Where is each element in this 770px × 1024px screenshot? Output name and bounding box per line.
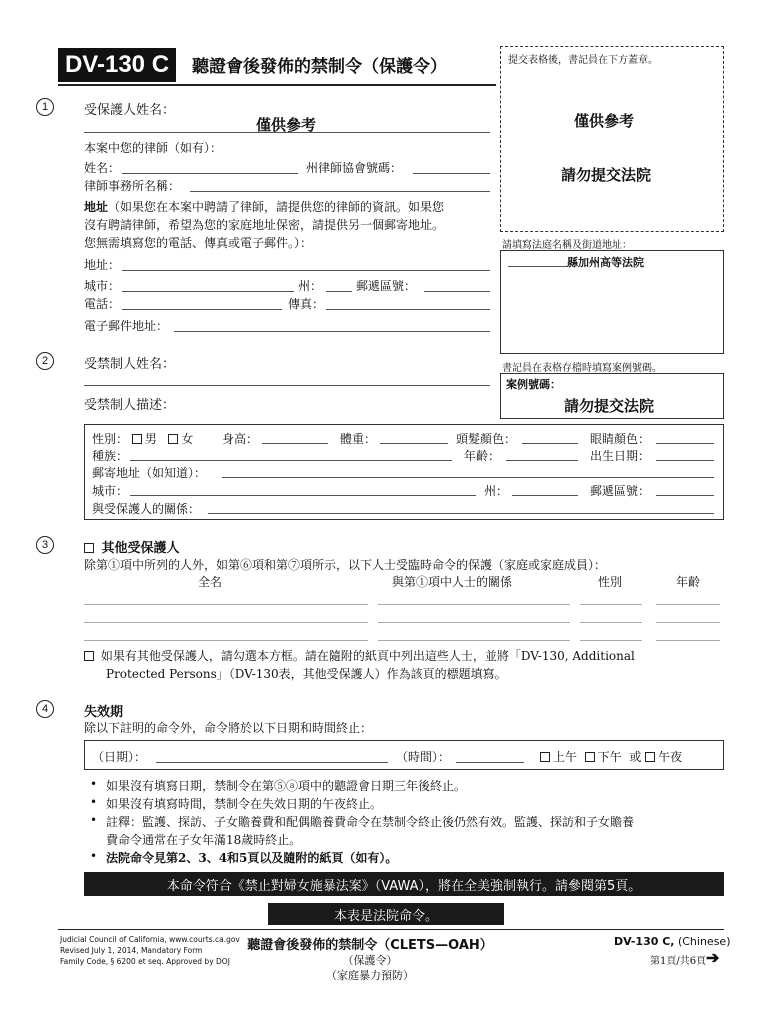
bullet-icon: • xyxy=(90,813,98,827)
address-bold-label: 地址 xyxy=(84,200,109,214)
person-row-1-sex[interactable] xyxy=(580,604,642,605)
additional-persons-checkbox[interactable] xyxy=(84,651,94,661)
date-label: （日期）： xyxy=(92,750,147,764)
do-not-file-stamp: 請勿提交法院 xyxy=(561,166,652,184)
hair-color-label: 頭髮顏色： xyxy=(456,432,517,446)
height-field[interactable] xyxy=(262,443,328,444)
address-note-2: 沒有聘請律師，希望為您的家庭地址保密，請提供另一個郵寄地址。 xyxy=(84,218,445,232)
midnight-label: 午夜 xyxy=(658,750,683,764)
person-row-2-sex[interactable] xyxy=(580,622,642,623)
case-number-note: 書記員在表格存檔時填寫案例號碼。 xyxy=(502,363,662,374)
firm-name-label: 律師事務所名稱： xyxy=(84,179,181,193)
zip-field-2[interactable] xyxy=(656,495,714,496)
dob-label: 出生日期： xyxy=(590,449,651,463)
col-relationship: 與第①項中人士的關係 xyxy=(392,575,513,589)
col-full-name: 全名 xyxy=(198,575,223,589)
race-field[interactable] xyxy=(130,460,452,461)
footer-language: (Chinese) xyxy=(677,935,731,948)
person-row-3-name[interactable] xyxy=(84,640,368,641)
weight-field[interactable] xyxy=(380,443,448,444)
fax-label: 傳真： xyxy=(288,297,325,311)
weight-label: 體重： xyxy=(340,432,377,446)
bullet-icon: • xyxy=(90,849,98,863)
city-label: 城市： xyxy=(84,279,121,293)
footer-left-1: Judicial Council of California, www.courts.ca.gov xyxy=(60,935,240,944)
protected-person-name-field[interactable] xyxy=(84,132,490,133)
lawyer-intro: 本案中您的律師（如有）： xyxy=(84,141,223,155)
male-label: 男 xyxy=(144,432,157,446)
form-number: DV-130 C xyxy=(58,48,176,82)
height-label: 身高： xyxy=(222,432,259,446)
person-row-2-relation[interactable] xyxy=(378,622,570,623)
race-label: 種族： xyxy=(92,449,129,463)
street-label: 地址： xyxy=(84,258,121,272)
other-protected-checkbox[interactable] xyxy=(84,543,94,553)
eye-color-field[interactable] xyxy=(656,443,714,444)
footer-rule xyxy=(58,929,724,930)
time-label: （時間）： xyxy=(396,750,451,764)
clerk-stamp-box xyxy=(500,46,724,232)
email-field[interactable] xyxy=(174,331,490,332)
age-label: 年齡： xyxy=(464,449,501,463)
street-field[interactable] xyxy=(122,270,490,271)
person-row-3-relation[interactable] xyxy=(378,640,570,641)
bullet-icon: • xyxy=(90,777,98,791)
case-number-label: 案例號碼： xyxy=(506,378,561,391)
clerk-stamp-note: 提交表格後，書記員在下方蓋章。 xyxy=(508,55,658,66)
court-name-value: 縣加州高等法院 xyxy=(567,256,644,269)
section-number-1: 1 xyxy=(36,98,54,116)
hair-color-field[interactable] xyxy=(522,443,578,444)
person-row-3-age[interactable] xyxy=(656,640,720,641)
bullet-icon: • xyxy=(90,795,98,809)
other-protected-intro: 除第①項中所列的人外，如第⑥項和第⑦項所示，以下人士受臨時命令的保護（家庭或家庭成員）： xyxy=(84,558,607,572)
email-label: 電子郵件地址： xyxy=(84,319,169,333)
eye-color-label: 眼睛顏色： xyxy=(590,432,651,446)
expiration-date-field[interactable] xyxy=(156,762,388,763)
address-note-3: 您無需填寫您的電話、傳真或電子郵件。）： xyxy=(84,236,313,250)
footer-left-2: Revised July 1, 2014, Mandatory Form xyxy=(60,946,203,955)
state-field-2[interactable] xyxy=(512,495,578,496)
do-not-file-stamp-2: 請勿提交法院 xyxy=(564,397,655,415)
pm-label: 下午 xyxy=(597,750,622,764)
male-checkbox[interactable] xyxy=(132,434,142,444)
bar-number-label: 州律師協會號碼： xyxy=(306,161,403,175)
restrained-person-name-label: 受禁制人姓名： xyxy=(84,357,176,372)
age-field[interactable] xyxy=(506,460,578,461)
footer-center-1: 聽證會後發佈的禁制令（CLETS—OAH） xyxy=(247,938,493,953)
female-checkbox[interactable] xyxy=(168,434,178,444)
restrained-description-label: 受禁制人描述： xyxy=(84,398,176,413)
lawyer-name-field[interactable] xyxy=(122,173,298,174)
dob-field[interactable] xyxy=(656,460,714,461)
person-row-1-relation[interactable] xyxy=(378,604,570,605)
reference-only-stamp: 僅供參考 xyxy=(574,112,635,130)
bar-number-field[interactable] xyxy=(413,173,490,174)
pm-checkbox[interactable] xyxy=(585,752,595,762)
other-protected-title: 其他受保護人 xyxy=(101,541,180,556)
bullet-3: 註釋：監護、探訪、子女贍養費和配偶贍養費命令在禁制令終止後仍然有效。監護、探訪和子女贍養 xyxy=(106,815,635,829)
footer-page-number: 第1頁/共6頁 xyxy=(650,956,707,967)
expiration-intro: 除以下註明的命令外，命令將於以下日期和時間終止： xyxy=(84,721,373,735)
bullet-4: 法院命令見第2、3、4和5頁以及隨附的紙頁（如有）。 xyxy=(106,851,398,865)
bullet-2: 如果沒有填寫時間，禁制令在失效日期的午夜終止。 xyxy=(106,797,383,811)
bullet-3-cont: 費命令通常在子女年滿18歲時終止。 xyxy=(106,833,302,847)
expiration-title: 失效期 xyxy=(84,705,124,720)
court-name-label: 請填寫法庭名稱及街道地址： xyxy=(502,240,632,251)
person-row-1-name[interactable] xyxy=(84,604,368,605)
reference-only-name: 僅供參考 xyxy=(256,116,317,134)
zip-label-2: 郵遞區號： xyxy=(590,484,651,498)
lawyer-name-label: 姓名： xyxy=(84,161,121,175)
fax-field[interactable] xyxy=(326,309,490,310)
col-sex: 性別 xyxy=(598,575,623,589)
footer-form-number: DV-130 C, xyxy=(614,935,675,948)
city-field[interactable] xyxy=(122,291,294,292)
female-label: 女 xyxy=(181,432,194,446)
address-note-1: （如果您在本案中聘請了律師，請提供您的律師的資訊。如果您 xyxy=(108,200,445,214)
state-label: 州： xyxy=(298,279,323,293)
protected-person-name-label: 受保護人姓名： xyxy=(84,103,176,118)
phone-field[interactable] xyxy=(122,309,282,310)
section-number-2: 2 xyxy=(36,352,54,370)
am-label: 上午 xyxy=(553,750,578,764)
person-row-2-name[interactable] xyxy=(84,622,368,623)
footer-left-3: Family Code, § 6200 et seq. Approved by DOJ xyxy=(60,957,230,966)
vawa-banner: 本命令符合《禁止對婦女施暴法案》（VAWA），將在全美強制執行。請參閱第5頁。 xyxy=(84,872,724,896)
person-row-3-sex[interactable] xyxy=(580,640,642,641)
right-arrow-icon[interactable]: ➔ xyxy=(706,948,720,967)
expiration-time-field[interactable] xyxy=(456,762,524,763)
am-checkbox[interactable] xyxy=(540,752,550,762)
state-label-2: 州： xyxy=(484,484,509,498)
title-underline xyxy=(58,84,496,86)
court-order-banner: 本表是法院命令。 xyxy=(268,903,504,925)
phone-label: 電話： xyxy=(84,297,121,311)
col-age: 年齡 xyxy=(676,575,701,589)
footer-center-3: （家庭暴力預防） xyxy=(326,969,414,982)
person-row-1-age[interactable] xyxy=(656,604,720,605)
midnight-checkbox[interactable] xyxy=(645,752,655,762)
section-number-3: 3 xyxy=(36,536,54,554)
or-label: 或 xyxy=(629,750,642,764)
additional-persons-line-1: 如果有其他受保護人，請勾選本方框。請在隨附的紙頁中列出這些人士，並將「DV-130, Additional xyxy=(100,649,635,663)
city-label-2: 城市： xyxy=(92,484,129,498)
zip-field[interactable] xyxy=(424,291,490,292)
mailing-address-field[interactable] xyxy=(222,477,714,478)
restrained-person-name-field[interactable] xyxy=(84,385,490,386)
city-field-2[interactable] xyxy=(130,495,476,496)
footer-center-2: （保護令） xyxy=(342,954,398,967)
relation-field[interactable] xyxy=(208,513,714,514)
zip-label: 郵遞區號： xyxy=(356,279,417,293)
page-title: 聽證會後發佈的禁制令（保護令） xyxy=(192,57,447,77)
person-row-2-age[interactable] xyxy=(656,622,720,623)
firm-name-field[interactable] xyxy=(190,191,490,192)
section-number-4: 4 xyxy=(36,700,54,718)
bullet-1: 如果沒有填寫日期，禁制令在第⑤ⓐ項中的聽證會日期三年後終止。 xyxy=(106,779,467,793)
additional-persons-line-2: Protected Persons」（DV-130表，其他受保護人）作為該頁的標題填寫。 xyxy=(106,667,507,681)
sex-label: 性別： xyxy=(92,432,129,446)
relation-label: 與受保護人的關係： xyxy=(92,502,201,516)
state-field[interactable] xyxy=(326,291,352,292)
mailing-address-label: 郵寄地址（如知道）： xyxy=(92,466,207,480)
